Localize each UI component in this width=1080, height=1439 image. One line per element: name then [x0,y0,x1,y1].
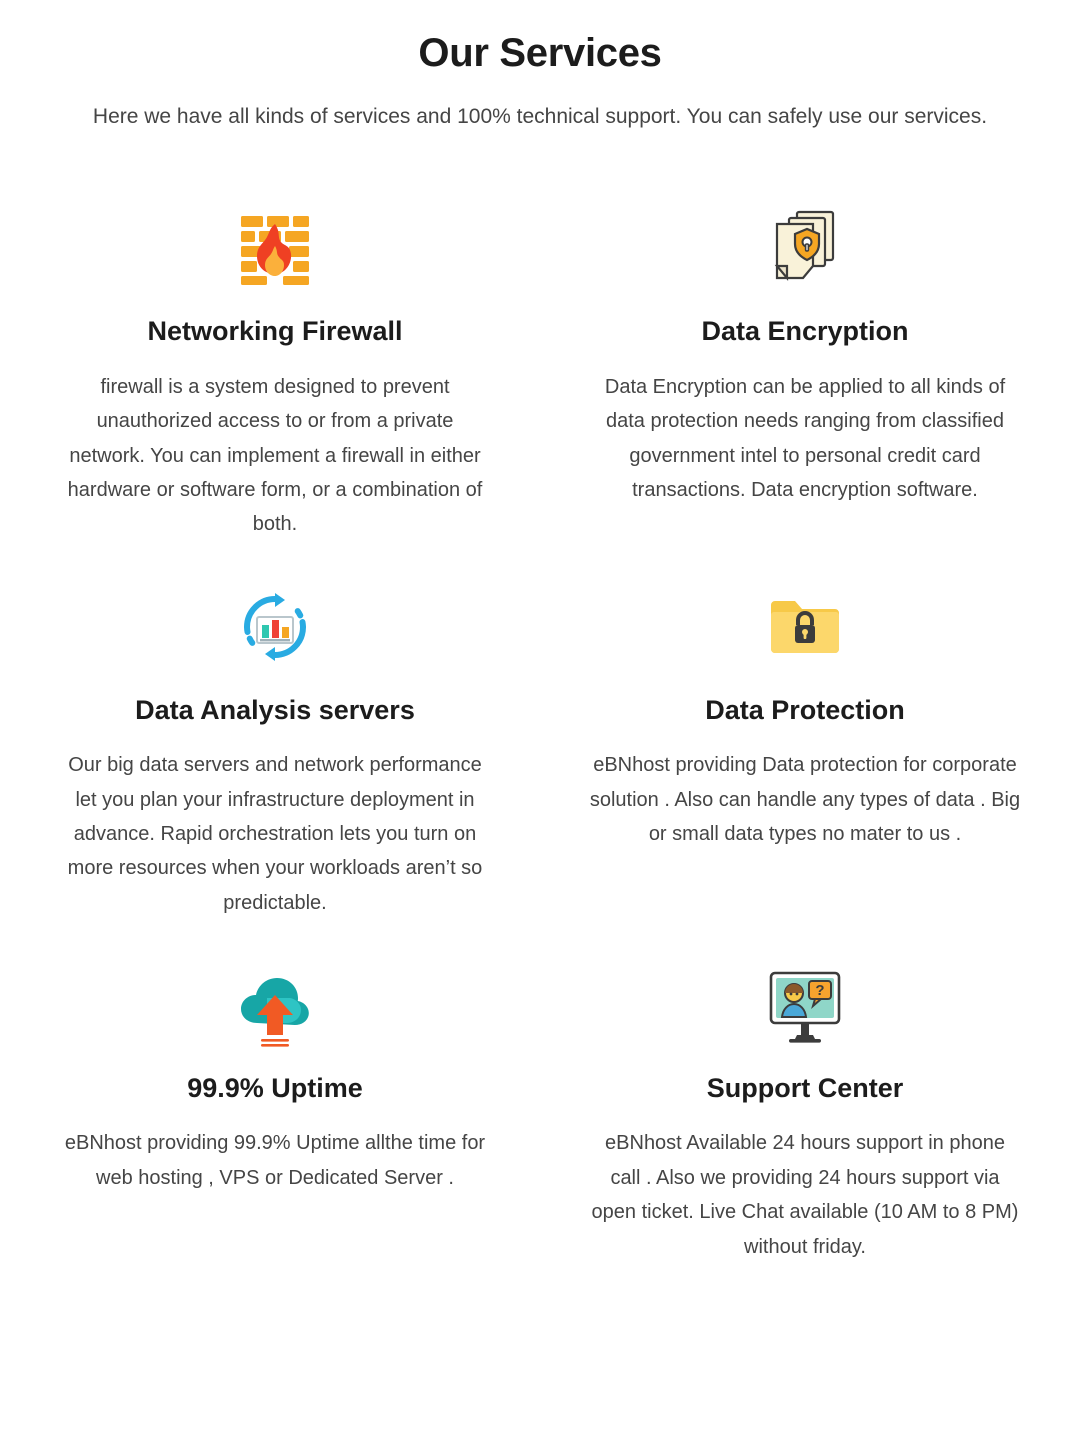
service-title: Support Center [706,1073,904,1104]
service-card-uptime [28,946,522,1290]
service-description: eBNhost providing 99.9% Uptime allthe time for web hosting , VPS or Dedicated Server . [64,1132,486,1189]
support-center-icon [582,946,1028,1064]
service-card-data-encryption [558,189,1052,567]
data-encryption-icon [582,189,1028,307]
service-card-networking-firewall [28,189,522,567]
cloud-upload-icon [52,946,498,1064]
service-title: Data Analysis servers [135,694,415,725]
service-card-data-protection [558,568,1052,946]
data-protection-folder-lock-icon [582,568,1028,686]
service-description: eBNhost providing Data protection for corporate solution . Also can handle any types of data . Big or small data types no mater to us . [589,754,1021,845]
service-description: Data Encryption can be applied to all kinds of data protection needs ranging from classified government intel to personal credit card transactions. Data encryption software. [604,375,1006,501]
service-title: 99.9% Uptime [187,1073,363,1104]
service-card-support-center [558,946,1052,1290]
firewall-icon [52,189,498,307]
service-card-data-analysis-servers [28,568,522,946]
svg-text:?: ? [815,982,825,1000]
service-description: Our big data servers and network performance let you plan your infrastructure deployment in advance. Rapid orchestration lets you turn on more resources when your workloads aren’t so predictable. [67,754,483,914]
service-description: firewall is a system designed to prevent unauthorized access to or from a private network. You can implement a firewall in either hardware or software form, or a combination of both. [67,375,483,536]
data-analysis-icon [52,568,498,686]
page-title: Our Services [418,31,662,75]
service-title: Data Protection [705,694,905,725]
service-title: Data Encryption [701,316,909,347]
services-grid [28,189,1052,1290]
page-subtitle: Here we have all kinds of services and 100% technical support. You can safely use our services. [92,105,988,128]
service-description: eBNhost Available 24 hours support in phone call . Also we providing 24 hours support via open ticket. Live Chat available (10 AM to 8 PM) without friday. [591,1132,1019,1258]
service-title: Networking Firewall [147,316,403,347]
